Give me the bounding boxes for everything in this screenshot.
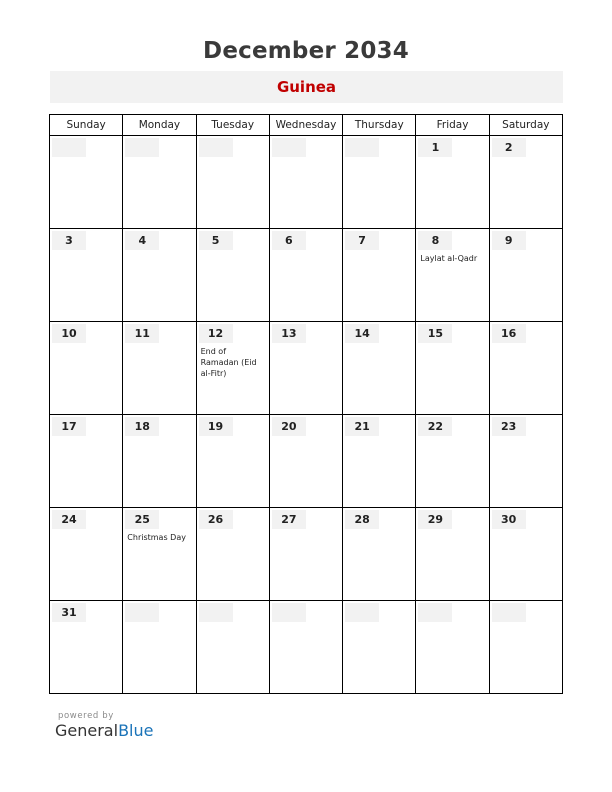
week-row: [50, 415, 563, 508]
day-cell: [416, 601, 489, 694]
day-cell: [489, 415, 562, 508]
day-cell: [416, 322, 489, 415]
day-cell: [489, 322, 562, 415]
week-row: [50, 136, 563, 229]
day-number: 4: [125, 231, 159, 250]
day-number: 16: [492, 324, 526, 343]
day-cell: [196, 229, 269, 322]
weekday-monday: Monday: [123, 115, 196, 136]
day-cell: [343, 415, 416, 508]
day-cell: [50, 508, 123, 601]
day-cell: [489, 136, 562, 229]
day-cell: [196, 136, 269, 229]
day-number: 15: [418, 324, 452, 343]
day-number: 8: [418, 231, 452, 250]
holiday-label: Laylat al-Qadr: [420, 254, 478, 263]
day-cell: [489, 508, 562, 601]
day-number: 29: [418, 510, 452, 529]
country-banner: [50, 71, 563, 103]
day-number: 21: [345, 417, 379, 436]
day-cell: [123, 322, 196, 415]
day-number: 14: [345, 324, 379, 343]
day-number: [199, 603, 233, 622]
day-number: 12: [199, 324, 233, 343]
weekday-tuesday: Tuesday: [196, 115, 269, 136]
day-cell: [269, 601, 342, 694]
day-cell: [196, 601, 269, 694]
day-number: [492, 603, 526, 622]
day-number: 24: [52, 510, 86, 529]
day-number: 23: [492, 417, 526, 436]
day-cell: [123, 229, 196, 322]
holiday-label: End of Ramadan (Eid al-Fitr): [200, 347, 257, 378]
day-number: 25: [125, 510, 159, 529]
day-cell: [196, 508, 269, 601]
week-row: [50, 508, 563, 601]
day-number: 5: [199, 231, 233, 250]
day-number: 19: [199, 417, 233, 436]
day-number: 6: [272, 231, 306, 250]
day-cell: [343, 322, 416, 415]
brand-blue: Blue: [118, 721, 154, 740]
day-cell: [343, 136, 416, 229]
holiday-label: Christmas Day: [127, 533, 186, 542]
day-number: 2: [492, 138, 526, 157]
day-cell: [416, 508, 489, 601]
day-number: 10: [52, 324, 86, 343]
day-number: [199, 138, 233, 157]
day-cell: [489, 601, 562, 694]
page-title: December 2034: [203, 38, 409, 64]
day-number: 1: [418, 138, 452, 157]
day-number: 22: [418, 417, 452, 436]
day-cell: [269, 415, 342, 508]
weekday-thursday: Thursday: [343, 115, 416, 136]
day-cell: [343, 508, 416, 601]
day-number: 13: [272, 324, 306, 343]
day-cell: [123, 508, 196, 601]
day-cell: [416, 229, 489, 322]
day-cell: [50, 229, 123, 322]
day-number: 17: [52, 417, 86, 436]
day-cell: [123, 136, 196, 229]
day-cell: [50, 322, 123, 415]
day-cell: [269, 322, 342, 415]
day-cell: [123, 601, 196, 694]
day-number: 26: [199, 510, 233, 529]
day-cell: [123, 415, 196, 508]
day-cell: [489, 229, 562, 322]
week-row: [50, 322, 563, 415]
day-number: 18: [125, 417, 159, 436]
day-number: 11: [125, 324, 159, 343]
day-number: 28: [345, 510, 379, 529]
brand-general: General: [55, 721, 119, 740]
day-number: [52, 138, 86, 157]
day-cell: [269, 229, 342, 322]
week-row: [50, 229, 563, 322]
week-row: [50, 601, 563, 694]
day-number: 9: [492, 231, 526, 250]
weekday-saturday: Saturday: [489, 115, 562, 136]
weekday-wednesday: Wednesday: [269, 115, 342, 136]
day-number: [418, 603, 452, 622]
day-number: 30: [492, 510, 526, 529]
weekday-friday: Friday: [416, 115, 489, 136]
day-number: 27: [272, 510, 306, 529]
day-cell: [196, 322, 269, 415]
day-number: [345, 603, 379, 622]
day-cell: [269, 508, 342, 601]
day-number: [125, 603, 159, 622]
country-name: Guinea: [276, 78, 337, 96]
day-cell: [416, 415, 489, 508]
weekday-header-row: [50, 115, 563, 136]
weekday-sunday: Sunday: [50, 115, 123, 136]
day-cell: [269, 136, 342, 229]
day-cell: [343, 601, 416, 694]
day-cell: [196, 415, 269, 508]
day-number: [272, 138, 306, 157]
day-number: 3: [52, 231, 86, 250]
day-number: 7: [345, 231, 379, 250]
day-cell: [50, 601, 123, 694]
day-number: [345, 138, 379, 157]
day-cell: [50, 415, 123, 508]
day-cell: [50, 136, 123, 229]
day-number: [125, 138, 159, 157]
day-cell: [416, 136, 489, 229]
generalblue-logo[interactable]: [55, 721, 153, 740]
day-number: 20: [272, 417, 306, 436]
calendar-grid: [49, 114, 563, 694]
powered-by-text: powered by: [58, 711, 114, 721]
day-number: 31: [52, 603, 86, 622]
day-number: [272, 603, 306, 622]
day-cell: [343, 229, 416, 322]
